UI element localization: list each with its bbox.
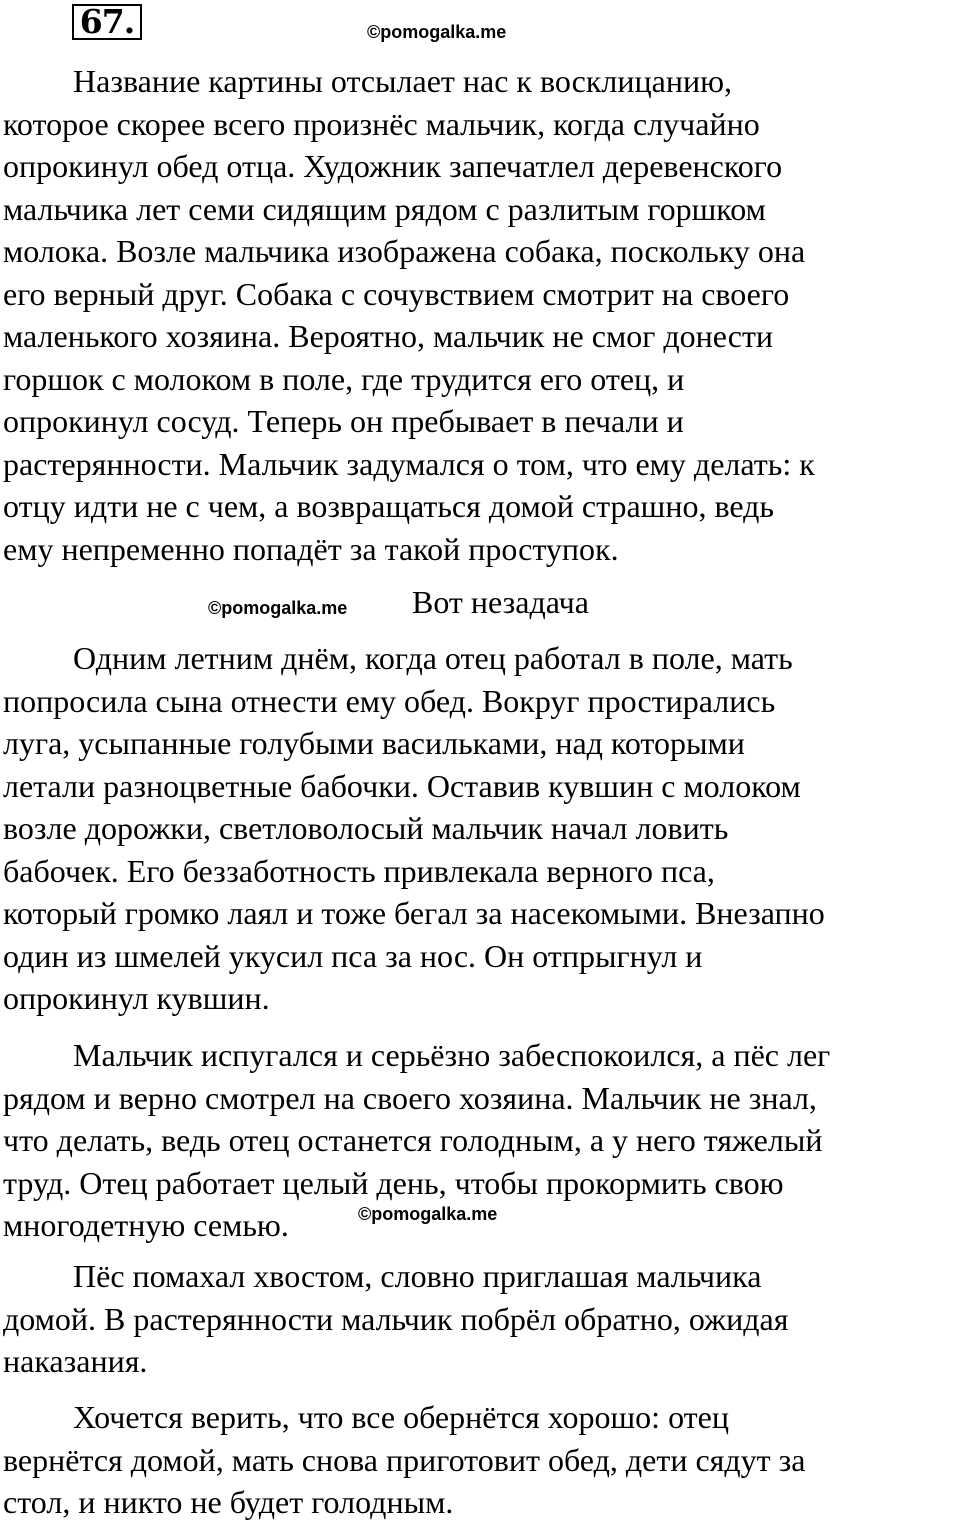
text-line: горшок с молоком в поле, где трудится его отец, и: [3, 360, 685, 397]
text-line: стол, и никто не будет голодным.: [3, 1484, 454, 1520]
text-line: Мальчик испугался и серьёзно забеспокоился, а пёс лег: [73, 1037, 831, 1073]
text-line: молока. Возле мальчика изображена собака, поскольку она: [3, 233, 806, 269]
watermark: ©pomogalka.me: [208, 598, 348, 618]
text-line: опрокинул кувшин.: [3, 980, 270, 1016]
text-line: луга, усыпанные голубыми васильками, над которыми: [3, 725, 745, 761]
text-line: Одним летним днём, когда отец работал в поле, мать: [73, 640, 793, 676]
text-line: ему непременно попадёт за такой проступок.: [3, 530, 619, 567]
text-line: которое скорее всего произнёс мальчик, когда случайно: [3, 105, 760, 142]
text-line: бабочек. Его беззаботность привлекала верного пса,: [3, 852, 715, 889]
text-line: вернётся домой, мать снова приготовит обед, дети сядут за: [3, 1441, 806, 1478]
text-line: попросила сына отнести ему обед. Вокруг простирались: [3, 682, 776, 719]
text-line: отцу идти не с чем, а возвращаться домой страшно, ведь: [3, 488, 775, 524]
watermark: ©pomogalka.me: [358, 1204, 498, 1224]
text-line: растерянности. Мальчик задумался о том, что ему делать: к: [3, 445, 815, 482]
text-line: труд. Отец работает целый день, чтобы прокормить свою: [3, 1164, 784, 1201]
text-line: возле дорожки, светловолосый мальчик начал ловить: [3, 810, 729, 846]
text-line: мальчика лет семи сидящим рядом с разлитым горшком: [3, 190, 766, 227]
text-line: что делать, ведь отец останется голодным, а у него тяжелый: [3, 1122, 823, 1158]
text-line: многодетную семью.: [3, 1207, 289, 1243]
text-line: один из шмелей укусил пса за нос. Он отпрыгнул и: [3, 937, 703, 974]
text-line: рядом и верно смотрел на своего хозяина. Мальчик не знал,: [3, 1079, 817, 1116]
text-line: опрокинул сосуд. Теперь он пребывает в печали и: [3, 403, 684, 439]
text-line: домой. В растерянности мальчик побрёл обратно, ожидая: [3, 1300, 789, 1337]
task-number: 67.: [72, 4, 142, 40]
text-line: Название картины отсылает нас к восклицанию,: [73, 63, 732, 99]
paragraph-4: [3, 1255, 960, 1383]
text-line: который громко лаял и тоже бегал за насекомыми. Внезапно: [3, 895, 825, 931]
paragraph-2: [3, 637, 960, 1020]
text-line: опрокинул обед отца. Художник запечатлел деревенского: [3, 148, 783, 184]
story-title: Вот незадача: [412, 584, 589, 620]
text-line: маленького хозяина. Вероятно, мальчик не смог донести: [3, 318, 774, 354]
watermark: ©pomogalka.me: [367, 22, 507, 42]
text-line: Хочется верить, что все обернётся хорошо: отец: [73, 1399, 729, 1435]
paragraph-1: [3, 60, 960, 570]
text-line: летали разноцветные бабочки. Оставив кувшин с молоком: [3, 767, 801, 804]
text-line: Пёс помахал хвостом, словно приглашая мальчика: [73, 1258, 762, 1294]
text-line: его верный друг. Собака с сочувствием смотрит на своего: [3, 275, 790, 312]
paragraph-5: [3, 1396, 960, 1524]
text-line: наказания.: [3, 1343, 148, 1379]
